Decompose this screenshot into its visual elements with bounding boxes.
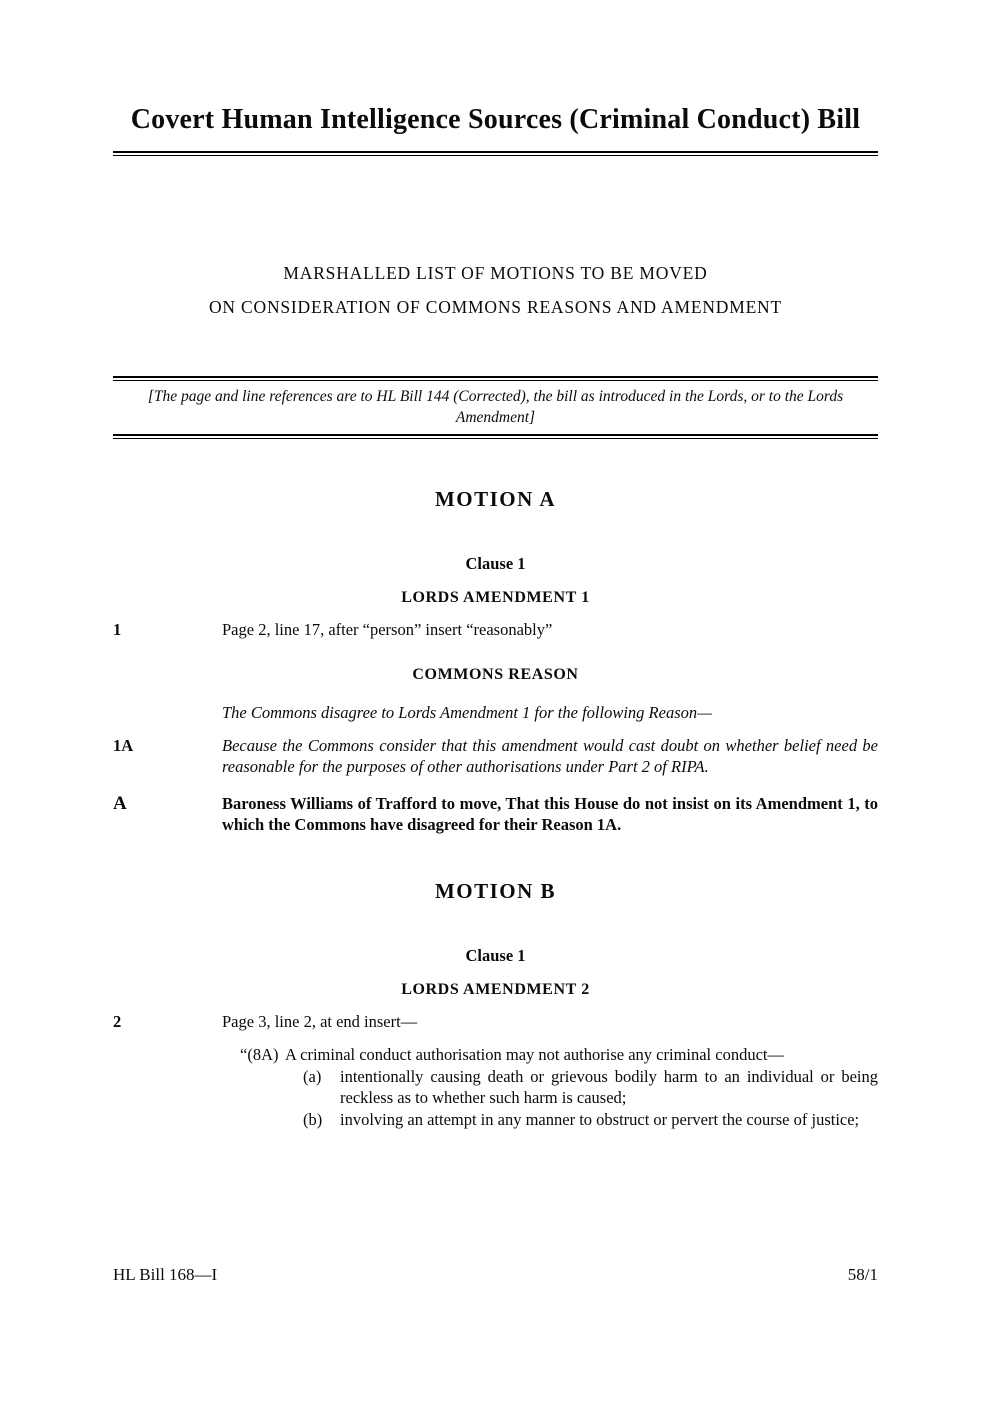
motion-a-letter: A (113, 792, 127, 814)
motion-a-move-text: Baroness Williams of Trafford to move, That this House do not insist on its Amendment 1, to which the Commons have disagreed for their Reason 1A. (222, 793, 878, 834)
inserted-paragraph-b (303, 1109, 878, 1130)
bill-title: Covert Human Intelligence Sources (Criminal Conduct) Bill (130, 104, 861, 135)
paragraph-a-label: (a) (303, 1066, 322, 1086)
lords-amendment-1-heading: LORDS AMENDMENT 1 (401, 588, 590, 606)
page-footer (113, 1265, 878, 1285)
motion-a-clause-heading: Clause 1 (465, 553, 526, 573)
commons-disagree-line-item (113, 702, 878, 723)
amendment-2-text: Page 3, line 2, at end insert— (222, 1011, 418, 1031)
commons-disagree-line: The Commons disagree to Lords Amendment 1 for the following Reason— (222, 702, 712, 722)
amendment-1-text: Page 2, line 17, after “person” insert “reasonably” (222, 619, 553, 639)
footer-bill-number: HL Bill 168—I (113, 1265, 218, 1284)
commons-reason-heading: COMMONS REASON (412, 665, 579, 683)
amendment-2-number: 2 (113, 1011, 122, 1031)
inserted-paragraph-a (303, 1066, 878, 1108)
paragraph-b-text: involving an attempt in any manner to obstruct or pervert the course of justice; (340, 1109, 860, 1129)
amendment-1-item (113, 619, 878, 640)
document-subtitle (113, 256, 878, 324)
commons-reason-1a-item (113, 735, 878, 777)
reason-1a-text: Because the Commons consider that this amendment would cast doubt on whether belief need be reasonable for the purposes of other authorisations under Part 2 of RIPA. (222, 735, 878, 776)
motion-a-heading: MOTION A (434, 486, 557, 511)
inserted-subsection-8a (240, 1044, 878, 1065)
inserted-text-block (240, 1044, 878, 1130)
reason-1a-number: 1A (113, 735, 134, 755)
paragraph-a-text: intentionally causing death or grievous bodily harm to an individual or being reckless as to whether such harm is caused; (340, 1066, 878, 1107)
subtitle-line1: MARSHALLED LIST OF MOTIONS TO BE MOVED (283, 262, 708, 283)
subtitle-line2: ON CONSIDERATION OF COMMONS REASONS AND AMENDMENT (208, 296, 782, 317)
reference-note-section (113, 376, 878, 439)
paragraph-b-label: (b) (303, 1109, 323, 1129)
disagree-line-margin (113, 702, 222, 723)
subsection-8a-text: A criminal conduct authorisation may not authorise any criminal conduct— (285, 1044, 784, 1064)
amendment-1-number: 1 (113, 619, 122, 639)
motion-b-heading: MOTION B (434, 878, 557, 903)
footer-page-ref: 58/1 (847, 1265, 878, 1284)
reference-note-bottom-rule (113, 434, 878, 439)
amendment-2-item (113, 1011, 878, 1032)
motion-a-move-item (113, 793, 878, 835)
title-rule (113, 151, 878, 156)
motion-b-clause-heading: Clause 1 (465, 945, 526, 965)
subsection-8a-label: “(8A) (240, 1044, 279, 1064)
reference-note: [The page and line references are to HL Bill 144 (Corrected), the bill as introduced in the Lords, or to the Lords Amendment] (147, 387, 844, 426)
lords-amendment-2-heading: LORDS AMENDMENT 2 (401, 980, 590, 998)
